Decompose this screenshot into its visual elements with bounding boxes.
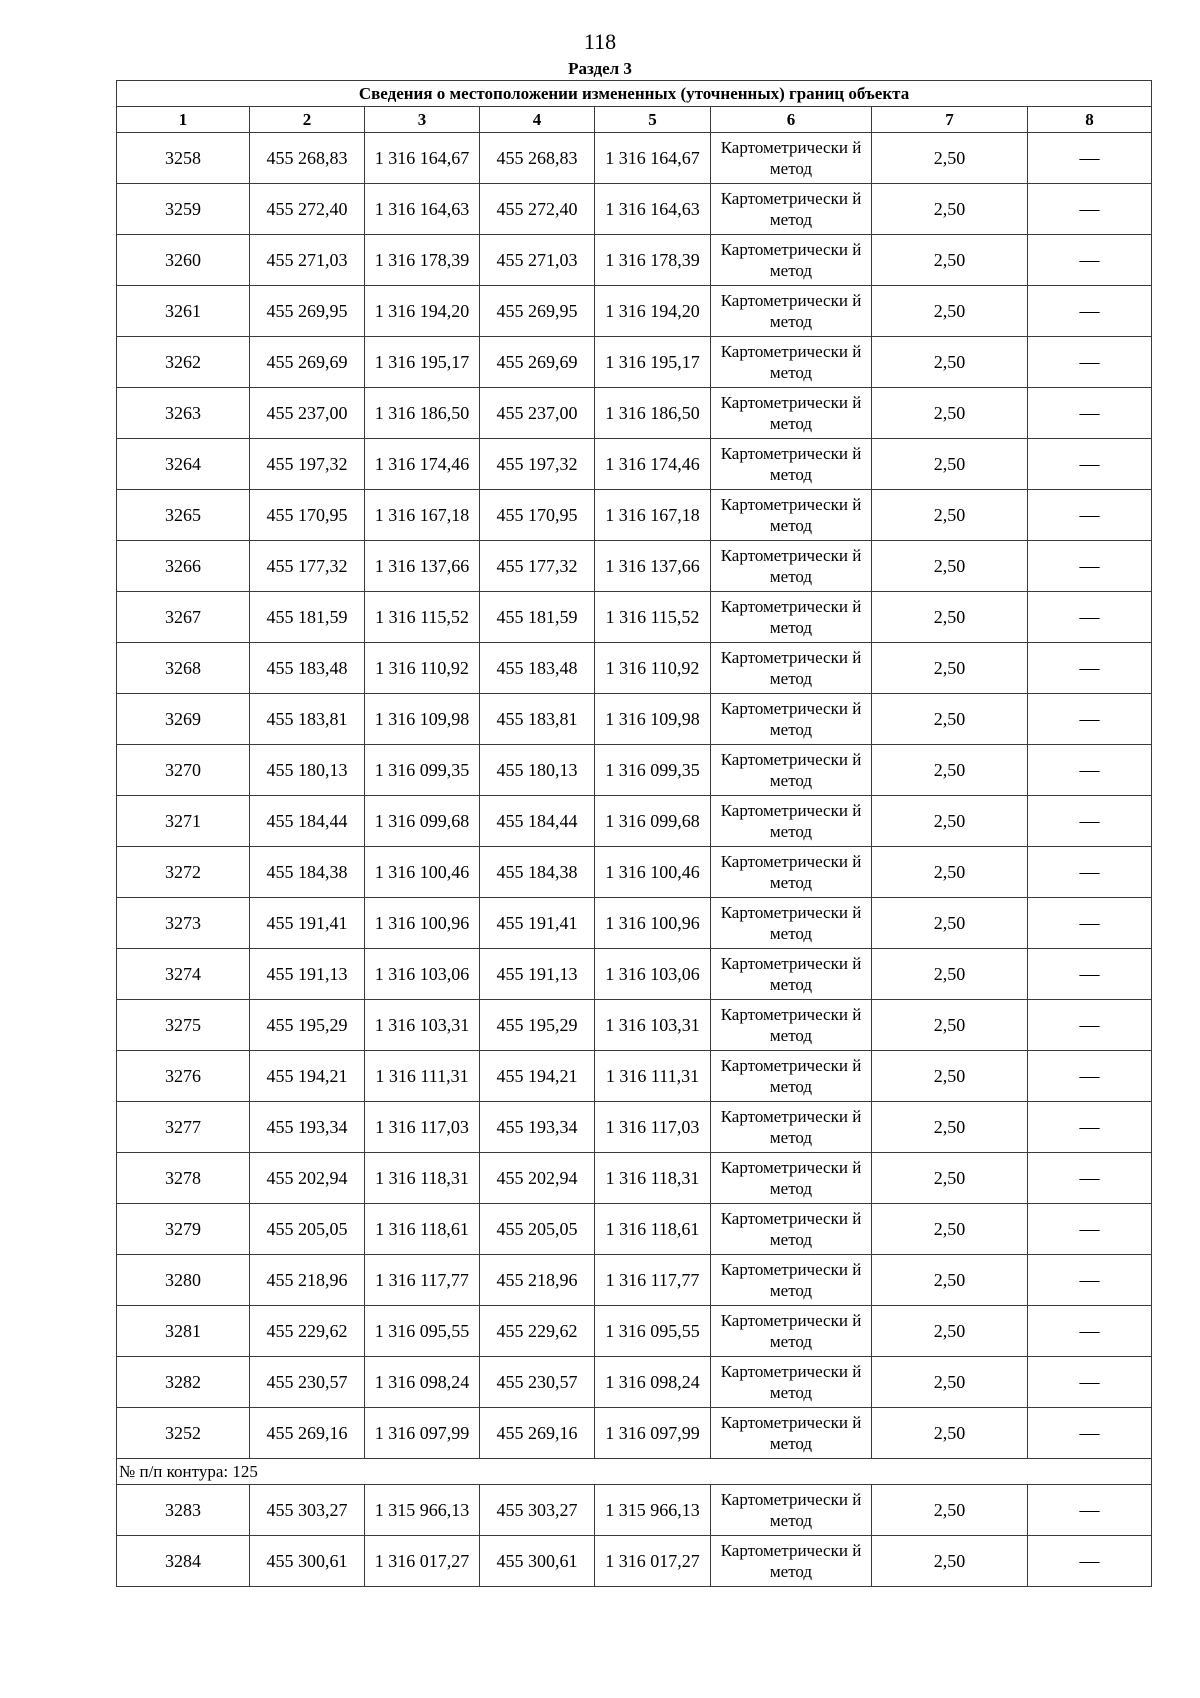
cell-y-new: 1 316 118,61 (595, 1204, 711, 1255)
cell-point-number: 3279 (117, 1204, 250, 1255)
cell-x-new: 455 202,94 (480, 1153, 595, 1204)
cell-x-existing: 455 184,38 (250, 847, 365, 898)
cell-accuracy: 2,50 (872, 1536, 1028, 1587)
cell-point-number: 3270 (117, 745, 250, 796)
cell-method: Картометрически й метод (711, 1204, 872, 1255)
cell-y-existing: 1 316 117,77 (365, 1255, 480, 1306)
cell-y-existing: 1 316 117,03 (365, 1102, 480, 1153)
cell-y-existing: 1 316 167,18 (365, 490, 480, 541)
table-row (117, 898, 1152, 949)
table-row (117, 1255, 1152, 1306)
cell-y-existing: 1 316 164,63 (365, 184, 480, 235)
cell-y-existing: 1 316 017,27 (365, 1536, 480, 1587)
cell-accuracy: 2,50 (872, 949, 1028, 1000)
table-row (117, 745, 1152, 796)
cell-x-new: 455 269,95 (480, 286, 595, 337)
cell-x-existing: 455 191,13 (250, 949, 365, 1000)
cell-point-number: 3263 (117, 388, 250, 439)
cell-x-existing: 455 237,00 (250, 388, 365, 439)
cell-x-existing: 455 205,05 (250, 1204, 365, 1255)
cell-x-new: 455 237,00 (480, 388, 595, 439)
cell-y-existing: 1 316 099,35 (365, 745, 480, 796)
cell-x-new: 455 170,95 (480, 490, 595, 541)
table-row (117, 847, 1152, 898)
table-row (117, 490, 1152, 541)
cell-x-existing: 455 269,16 (250, 1408, 365, 1459)
cell-accuracy: 2,50 (872, 1255, 1028, 1306)
cell-point-number: 3273 (117, 898, 250, 949)
cell-point-number: 3274 (117, 949, 250, 1000)
cell-description: — (1028, 694, 1152, 745)
cell-x-new: 455 194,21 (480, 1051, 595, 1102)
cell-x-new: 455 184,44 (480, 796, 595, 847)
cell-accuracy: 2,50 (872, 184, 1028, 235)
cell-x-existing: 455 303,27 (250, 1485, 365, 1536)
table-row (117, 133, 1152, 184)
cell-x-existing: 455 202,94 (250, 1153, 365, 1204)
cell-x-new: 455 271,03 (480, 235, 595, 286)
cell-accuracy: 2,50 (872, 1102, 1028, 1153)
cell-point-number: 3267 (117, 592, 250, 643)
cell-method: Картометрически й метод (711, 949, 872, 1000)
cell-description: — (1028, 1408, 1152, 1459)
cell-point-number: 3283 (117, 1485, 250, 1536)
cell-method: Картометрически й метод (711, 847, 872, 898)
cell-y-new: 1 316 099,68 (595, 796, 711, 847)
cell-description: — (1028, 1485, 1152, 1536)
cell-description: — (1028, 235, 1152, 286)
table-row (117, 1204, 1152, 1255)
column-number-8: 8 (1028, 107, 1152, 133)
cell-point-number: 3282 (117, 1357, 250, 1408)
cell-x-existing: 455 181,59 (250, 592, 365, 643)
cell-y-existing: 1 316 118,31 (365, 1153, 480, 1204)
cell-x-existing: 455 191,41 (250, 898, 365, 949)
cell-y-existing: 1 316 115,52 (365, 592, 480, 643)
cell-x-new: 455 191,41 (480, 898, 595, 949)
contour-label: № п/п контура: 125 (117, 1459, 1152, 1485)
table-row (117, 1357, 1152, 1408)
cell-x-new: 455 181,59 (480, 592, 595, 643)
cell-x-new: 455 268,83 (480, 133, 595, 184)
cell-description: — (1028, 1153, 1152, 1204)
cell-method: Картометрически й метод (711, 1051, 872, 1102)
cell-method: Картометрически й метод (711, 592, 872, 643)
cell-y-new: 1 316 186,50 (595, 388, 711, 439)
cell-method: Картометрически й метод (711, 235, 872, 286)
cell-accuracy: 2,50 (872, 337, 1028, 388)
cell-description: — (1028, 439, 1152, 490)
cell-point-number: 3261 (117, 286, 250, 337)
cell-y-new: 1 316 111,31 (595, 1051, 711, 1102)
cell-y-existing: 1 316 195,17 (365, 337, 480, 388)
cell-y-existing: 1 316 100,46 (365, 847, 480, 898)
cell-y-existing: 1 316 103,31 (365, 1000, 480, 1051)
cell-x-new: 455 177,32 (480, 541, 595, 592)
cell-x-existing: 455 300,61 (250, 1536, 365, 1587)
cell-point-number: 3264 (117, 439, 250, 490)
cell-method: Картометрически й метод (711, 796, 872, 847)
cell-accuracy: 2,50 (872, 286, 1028, 337)
cell-accuracy: 2,50 (872, 1306, 1028, 1357)
cell-description: — (1028, 847, 1152, 898)
cell-x-new: 455 205,05 (480, 1204, 595, 1255)
cell-description: — (1028, 1357, 1152, 1408)
cell-accuracy: 2,50 (872, 133, 1028, 184)
cell-method: Картометрически й метод (711, 1306, 872, 1357)
cell-description: — (1028, 133, 1152, 184)
cell-description: — (1028, 490, 1152, 541)
cell-method: Картометрически й метод (711, 337, 872, 388)
cell-x-new: 455 180,13 (480, 745, 595, 796)
column-number-1: 1 (117, 107, 250, 133)
cell-x-existing: 455 183,81 (250, 694, 365, 745)
cell-accuracy: 2,50 (872, 541, 1028, 592)
table-row (117, 1306, 1152, 1357)
cell-accuracy: 2,50 (872, 1357, 1028, 1408)
cell-y-new: 1 316 194,20 (595, 286, 711, 337)
cell-point-number: 3278 (117, 1153, 250, 1204)
cell-y-new: 1 316 137,66 (595, 541, 711, 592)
cell-x-existing: 455 269,95 (250, 286, 365, 337)
table-row (117, 1536, 1152, 1587)
table-row (117, 184, 1152, 235)
cell-accuracy: 2,50 (872, 490, 1028, 541)
cell-x-new: 455 230,57 (480, 1357, 595, 1408)
cell-x-existing: 455 195,29 (250, 1000, 365, 1051)
cell-y-new: 1 316 178,39 (595, 235, 711, 286)
cell-point-number: 3265 (117, 490, 250, 541)
cell-y-existing: 1 316 194,20 (365, 286, 480, 337)
cell-y-new: 1 316 017,27 (595, 1536, 711, 1587)
cell-method: Картометрически й метод (711, 133, 872, 184)
cell-point-number: 3252 (117, 1408, 250, 1459)
column-number-4: 4 (480, 107, 595, 133)
cell-y-new: 1 315 966,13 (595, 1485, 711, 1536)
cell-point-number: 3281 (117, 1306, 250, 1357)
cell-description: — (1028, 1000, 1152, 1051)
cell-method: Картометрически й метод (711, 694, 872, 745)
cell-x-existing: 455 272,40 (250, 184, 365, 235)
cell-x-existing: 455 218,96 (250, 1255, 365, 1306)
table-caption: Сведения о местоположении измененных (уточненных) границ объекта (117, 81, 1152, 107)
cell-y-new: 1 316 109,98 (595, 694, 711, 745)
cell-y-existing: 1 316 111,31 (365, 1051, 480, 1102)
cell-description: — (1028, 949, 1152, 1000)
section-title: Раздел 3 (568, 59, 632, 78)
cell-x-new: 455 184,38 (480, 847, 595, 898)
cell-method: Картометрически й метод (711, 1357, 872, 1408)
cell-y-existing: 1 316 100,96 (365, 898, 480, 949)
cell-accuracy: 2,50 (872, 439, 1028, 490)
cell-method: Картометрически й метод (711, 1000, 872, 1051)
cell-accuracy: 2,50 (872, 847, 1028, 898)
cell-x-existing: 455 193,34 (250, 1102, 365, 1153)
cell-y-existing: 1 316 174,46 (365, 439, 480, 490)
cell-point-number: 3271 (117, 796, 250, 847)
cell-y-new: 1 316 100,46 (595, 847, 711, 898)
cell-point-number: 3275 (117, 1000, 250, 1051)
cell-description: — (1028, 286, 1152, 337)
cell-point-number: 3260 (117, 235, 250, 286)
cell-x-existing: 455 197,32 (250, 439, 365, 490)
cell-method: Картометрически й метод (711, 1485, 872, 1536)
cell-method: Картометрически й метод (711, 388, 872, 439)
cell-accuracy: 2,50 (872, 745, 1028, 796)
cell-x-existing: 455 271,03 (250, 235, 365, 286)
table-row (117, 337, 1152, 388)
cell-method: Картометрически й метод (711, 1536, 872, 1587)
cell-accuracy: 2,50 (872, 1153, 1028, 1204)
cell-method: Картометрически й метод (711, 643, 872, 694)
cell-point-number: 3272 (117, 847, 250, 898)
cell-description: — (1028, 541, 1152, 592)
cell-x-existing: 455 183,48 (250, 643, 365, 694)
cell-y-existing: 1 316 098,24 (365, 1357, 480, 1408)
cell-description: — (1028, 184, 1152, 235)
cell-y-new: 1 316 100,96 (595, 898, 711, 949)
contour-row (117, 1459, 1152, 1485)
cell-y-existing: 1 316 110,92 (365, 643, 480, 694)
cell-x-new: 455 303,27 (480, 1485, 595, 1536)
cell-y-existing: 1 316 095,55 (365, 1306, 480, 1357)
cell-method: Картометрически й метод (711, 1408, 872, 1459)
cell-y-new: 1 316 118,31 (595, 1153, 711, 1204)
cell-x-existing: 455 177,32 (250, 541, 365, 592)
table-row (117, 1408, 1152, 1459)
table-row (117, 541, 1152, 592)
cell-description: — (1028, 1204, 1152, 1255)
cell-y-new: 1 316 195,17 (595, 337, 711, 388)
cell-description: — (1028, 592, 1152, 643)
cell-method: Картометрически й метод (711, 1255, 872, 1306)
cell-x-new: 455 269,16 (480, 1408, 595, 1459)
column-number-6: 6 (711, 107, 872, 133)
cell-accuracy: 2,50 (872, 1051, 1028, 1102)
cell-y-existing: 1 316 164,67 (365, 133, 480, 184)
cell-x-new: 455 195,29 (480, 1000, 595, 1051)
table-row (117, 439, 1152, 490)
table-row (117, 1051, 1152, 1102)
cell-y-new: 1 316 167,18 (595, 490, 711, 541)
cell-description: — (1028, 388, 1152, 439)
cell-accuracy: 2,50 (872, 235, 1028, 286)
cell-y-new: 1 316 110,92 (595, 643, 711, 694)
cell-description: — (1028, 1536, 1152, 1587)
cell-y-existing: 1 316 118,61 (365, 1204, 480, 1255)
cell-accuracy: 2,50 (872, 1408, 1028, 1459)
cell-y-new: 1 316 095,55 (595, 1306, 711, 1357)
cell-description: — (1028, 1051, 1152, 1102)
boundary-coordinates-table (116, 80, 1152, 1587)
table-row (117, 1485, 1152, 1536)
cell-y-new: 1 316 103,31 (595, 1000, 711, 1051)
cell-description: — (1028, 898, 1152, 949)
column-number-row (117, 107, 1152, 133)
cell-method: Картометрически й метод (711, 184, 872, 235)
table-row (117, 949, 1152, 1000)
cell-accuracy: 2,50 (872, 643, 1028, 694)
cell-x-new: 455 269,69 (480, 337, 595, 388)
table-row (117, 1000, 1152, 1051)
cell-x-existing: 455 230,57 (250, 1357, 365, 1408)
cell-point-number: 3258 (117, 133, 250, 184)
cell-y-existing: 1 316 186,50 (365, 388, 480, 439)
cell-method: Картометрически й метод (711, 439, 872, 490)
table-row (117, 1153, 1152, 1204)
cell-y-new: 1 316 174,46 (595, 439, 711, 490)
cell-point-number: 3259 (117, 184, 250, 235)
cell-point-number: 3277 (117, 1102, 250, 1153)
cell-method: Картометрически й метод (711, 1153, 872, 1204)
cell-y-existing: 1 316 097,99 (365, 1408, 480, 1459)
cell-x-new: 455 272,40 (480, 184, 595, 235)
table-row (117, 286, 1152, 337)
cell-y-new: 1 316 097,99 (595, 1408, 711, 1459)
cell-y-existing: 1 316 103,06 (365, 949, 480, 1000)
cell-y-new: 1 316 115,52 (595, 592, 711, 643)
cell-y-existing: 1 316 178,39 (365, 235, 480, 286)
cell-method: Картометрически й метод (711, 745, 872, 796)
page-number: 118 (583, 29, 617, 54)
table-row (117, 1102, 1152, 1153)
column-number-7: 7 (872, 107, 1028, 133)
cell-accuracy: 2,50 (872, 592, 1028, 643)
cell-accuracy: 2,50 (872, 388, 1028, 439)
cell-y-existing: 1 316 109,98 (365, 694, 480, 745)
column-number-5: 5 (595, 107, 711, 133)
cell-x-new: 455 218,96 (480, 1255, 595, 1306)
cell-accuracy: 2,50 (872, 1204, 1028, 1255)
cell-point-number: 3280 (117, 1255, 250, 1306)
cell-method: Картометрически й метод (711, 541, 872, 592)
cell-x-new: 455 300,61 (480, 1536, 595, 1587)
cell-method: Картометрически й метод (711, 898, 872, 949)
cell-x-new: 455 193,34 (480, 1102, 595, 1153)
cell-accuracy: 2,50 (872, 796, 1028, 847)
cell-accuracy: 2,50 (872, 694, 1028, 745)
cell-x-new: 455 183,48 (480, 643, 595, 694)
cell-description: — (1028, 796, 1152, 847)
table-row (117, 796, 1152, 847)
cell-point-number: 3284 (117, 1536, 250, 1587)
column-number-3: 3 (365, 107, 480, 133)
cell-point-number: 3262 (117, 337, 250, 388)
cell-x-new: 455 197,32 (480, 439, 595, 490)
cell-x-existing: 455 184,44 (250, 796, 365, 847)
cell-point-number: 3266 (117, 541, 250, 592)
table-row (117, 643, 1152, 694)
cell-method: Картометрически й метод (711, 286, 872, 337)
cell-description: — (1028, 745, 1152, 796)
table-row (117, 592, 1152, 643)
cell-y-new: 1 316 164,67 (595, 133, 711, 184)
cell-x-new: 455 229,62 (480, 1306, 595, 1357)
cell-x-existing: 455 269,69 (250, 337, 365, 388)
cell-y-new: 1 316 117,77 (595, 1255, 711, 1306)
cell-y-new: 1 316 164,63 (595, 184, 711, 235)
cell-point-number: 3269 (117, 694, 250, 745)
cell-point-number: 3268 (117, 643, 250, 694)
cell-x-existing: 455 170,95 (250, 490, 365, 541)
cell-method: Картометрически й метод (711, 490, 872, 541)
cell-y-existing: 1 316 099,68 (365, 796, 480, 847)
cell-description: — (1028, 643, 1152, 694)
cell-point-number: 3276 (117, 1051, 250, 1102)
cell-y-existing: 1 315 966,13 (365, 1485, 480, 1536)
cell-description: — (1028, 337, 1152, 388)
cell-accuracy: 2,50 (872, 898, 1028, 949)
cell-y-new: 1 316 103,06 (595, 949, 711, 1000)
cell-y-new: 1 316 098,24 (595, 1357, 711, 1408)
table-row (117, 235, 1152, 286)
cell-x-existing: 455 268,83 (250, 133, 365, 184)
cell-y-new: 1 316 117,03 (595, 1102, 711, 1153)
cell-description: — (1028, 1102, 1152, 1153)
cell-x-existing: 455 229,62 (250, 1306, 365, 1357)
cell-description: — (1028, 1255, 1152, 1306)
cell-x-existing: 455 180,13 (250, 745, 365, 796)
cell-accuracy: 2,50 (872, 1000, 1028, 1051)
table-row (117, 388, 1152, 439)
table-row (117, 694, 1152, 745)
cell-description: — (1028, 1306, 1152, 1357)
column-number-2: 2 (250, 107, 365, 133)
cell-x-existing: 455 194,21 (250, 1051, 365, 1102)
cell-accuracy: 2,50 (872, 1485, 1028, 1536)
cell-y-existing: 1 316 137,66 (365, 541, 480, 592)
cell-x-new: 455 191,13 (480, 949, 595, 1000)
cell-y-new: 1 316 099,35 (595, 745, 711, 796)
cell-method: Картометрически й метод (711, 1102, 872, 1153)
cell-x-new: 455 183,81 (480, 694, 595, 745)
